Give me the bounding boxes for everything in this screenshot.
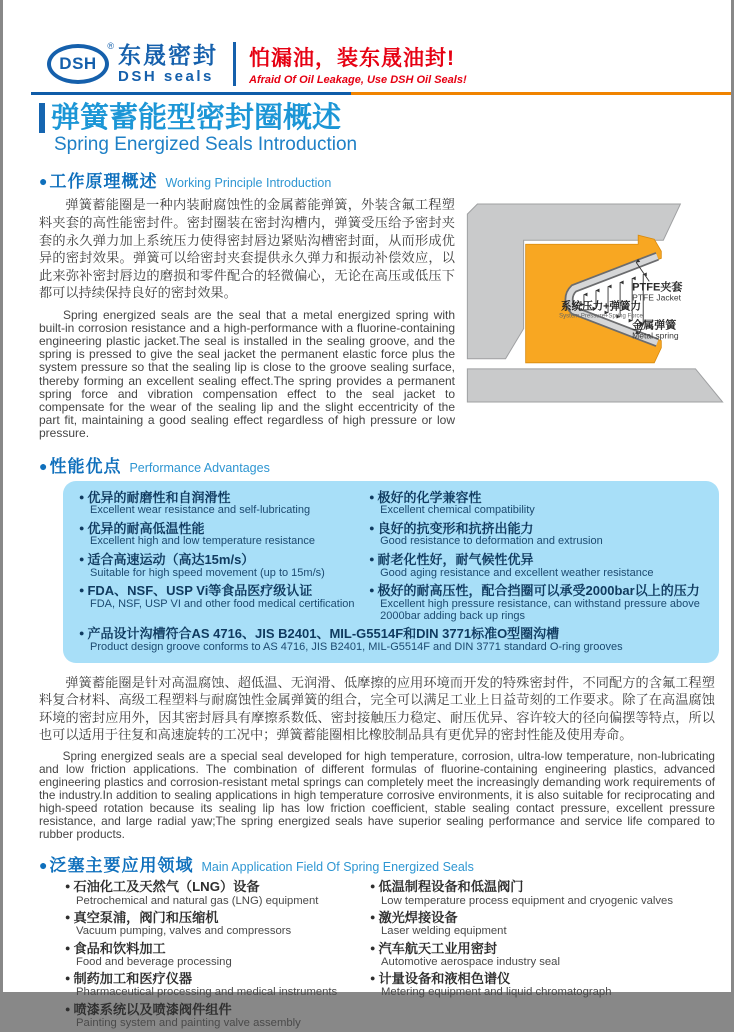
page-title-en: Spring Energized Seals Introduction [54, 134, 358, 156]
perf-item-en: Excellent chemical compatibility [380, 504, 535, 517]
application-cn: 汽车航天工业用密封 [378, 940, 498, 956]
bullet-icon: ● [369, 491, 375, 502]
bullet-icon: ● [65, 1003, 71, 1014]
logo-wordmark [118, 44, 218, 84]
bullet-icon: ● [370, 973, 376, 984]
closing-paragraph-en: Spring energized seals are a special seal developed for high temperature, corrosion, ultra-low temperature, non-lubricating and low friction applications. The combination of different formulas of fluorine-containing engineering plastics, advanced engineering plastics and corrosion-resistant metal springs can completely meet the increasingly demanding work requirements of the industry.In addition to sealing applications in high temperature corrosive environments, it is also suitable for reciprocating and high-speed rotation because its sealing lip has low friction coefficient, stable sealing contact pressure, excellent pressure resistance, and large radial yaw;The spring energized seals have superior sealing performance and service life compared to rubber products. [39, 748, 715, 841]
closing-paragraph-cn: 弹簧蓄能圈是针对高温腐蚀、超低温、无润滑、低摩擦的应用环境而开发的特殊密封件，不同配方的含氟工程塑料复合材料、高级工程塑料与耐腐蚀性金属弹簧的组合，完全可以满足工业上日益苛刻的工作要求。除了在高温腐蚀环境的密封应用外，因其密封唇具有摩擦系数低、密封接触压力稳定、耐压优异、容许较大的径向偏摆等特点，所以也可以适用于往复和高速旋转的工况中；弹簧蓄能圈相比橡胶制品具有更优异的密封性能及使用寿命。 [39, 674, 715, 743]
perf-item-en: Product design groove conforms to AS 4716, JIS B2401, MIL-G5514F and DIN 3771 standard O-ring grooves [90, 640, 623, 653]
application-item [370, 879, 721, 907]
label-spring-en: Metal spring [632, 331, 679, 342]
bullet-icon: ● [370, 881, 376, 892]
tagline [249, 42, 467, 86]
application-en: Metering equipment and liquid chromatograph [381, 986, 612, 999]
applications-right-column [370, 879, 721, 1032]
perf-item-en: Excellent high pressure resistance, can withstand pressure above 2000bar adding back up rings [380, 597, 700, 622]
application-en: Pharmaceutical processing and medical instruments [76, 986, 338, 999]
bullet-icon: ● [79, 554, 85, 565]
section-heading-en: Performance Advantages [129, 460, 270, 475]
section-heading-en: Main Application Field Of Spring Energized Seals [201, 860, 474, 875]
label-spring-cn: 金属弹簧 [632, 320, 677, 333]
bullet-icon: ● [79, 628, 85, 639]
application-cn: 计量设备和液相色谱仪 [378, 971, 511, 987]
bullet-icon: ● [39, 857, 48, 874]
perf-item [79, 521, 365, 548]
groove-hardware-bottom [467, 369, 722, 402]
application-en: Low temperature process equipment and cryogenic valves [381, 894, 673, 907]
perf-item-cn: 优异的耐磨性和自润滑性 [87, 489, 231, 505]
working-paragraph-en: Spring energized seals are the seal that a metal energized spring with built-in corrosion resistance and a high-performance with a fluorine-containing engineering plastic jacket.The seal is installed in the sealing groove, and the spring is pressed to give the seal jacket the permanent elastic force plus the system pressure so that the sealing lip is close to the groove sealing surface, thereby forming an excellent sealing effect.The spring provides a permanent spring force and vibration compensation effect to the seal jacket to compensate for the wear of the sealing lip and the slight eccentricity of the part fit, maintaining a good sealing effect regardless of high pressure or low pressure. [39, 307, 455, 441]
rule-blue-segment [31, 92, 351, 95]
bullet-icon: ● [39, 173, 48, 190]
application-en: Automotive aerospace industry seal [381, 955, 560, 968]
perf-item-cn: 良好的抗变形和抗挤出能力 [377, 520, 534, 536]
catalog-page [3, 0, 731, 1030]
perf-item-en: Good resistance to deformation and extrusion [380, 535, 603, 548]
page-title-cn: 弹簧蓄能型密封圈概述 [39, 103, 341, 133]
perf-item-cn: 耐老化性好，耐气候性优异 [377, 552, 534, 568]
application-en: Laser welding equipment [381, 925, 507, 938]
bullet-icon: ● [369, 522, 375, 533]
bullet-icon: ● [370, 912, 376, 923]
perf-item [369, 521, 705, 548]
performance-box [63, 481, 719, 663]
section-heading-cn: 工作原理概述 [49, 172, 158, 192]
perf-item-cn: 极好的耐高压性，配合挡圈可以承受2000bar以上的压力 [377, 583, 700, 599]
applications-left-column [65, 879, 364, 1032]
bullet-icon: ● [370, 942, 376, 953]
perf-item [369, 583, 705, 622]
header-divider [233, 42, 236, 86]
seal-cross-section-diagram [463, 196, 734, 402]
perf-item-en: Excellent wear resistance and self-lubricating [90, 504, 311, 517]
page-header [3, 0, 731, 88]
application-item [65, 910, 364, 938]
application-item [65, 971, 364, 999]
label-ptfe-en: PTFE Jacket [632, 292, 682, 303]
application-item [65, 941, 364, 969]
application-cn: 低温制程设备和低温阀门 [378, 879, 524, 895]
application-item [370, 971, 721, 999]
registered-mark: ® [107, 41, 114, 51]
bullet-icon: ● [79, 585, 85, 596]
perf-item-en: FDA, NSF, USP VI and other food medical certification [90, 597, 355, 610]
working-paragraph-cn: 弹簧蓄能圈是一种内装耐腐蚀性的金属蓄能弹簧，外装含氟工程塑料夹套的高性能密封件。密封圈装在密封沟槽内，弹簧受压给予密封夹套的永久弹力加上系统压力使得密封唇边紧贴沟槽密封面，从而形成优异的密封效果。弹簧可以给密封夹套提供永久弹力和振动补偿效应，以此来弥补密封唇边的磨损和零件配合的轻微偏心，无论在高压或低压下都可以持续保持良好的密封效果。 [39, 197, 455, 301]
perf-item-en: Suitable for high speed movement (up to 15m/s) [90, 566, 325, 579]
logo-name-cn: 东晟密封 [118, 42, 218, 68]
application-item [65, 879, 364, 907]
bullet-icon: ● [65, 942, 71, 953]
perf-item [369, 552, 705, 579]
rule-orange-segment [351, 92, 731, 95]
label-ptfe-cn: PTFE夹套 [632, 281, 683, 294]
bullet-icon: ● [79, 522, 85, 533]
perf-item-full-width [79, 626, 705, 653]
application-item [370, 910, 721, 938]
section-heading-cn: 泛塞主要应用领域 [49, 856, 194, 876]
application-item [65, 1002, 364, 1030]
page-title [39, 103, 731, 156]
section-heading-performance [39, 452, 701, 477]
perf-item-cn: 优异的耐高低温性能 [87, 520, 205, 536]
bullet-icon: ● [65, 973, 71, 984]
tagline-en: Afraid Of Oil Leakage, Use DSH Oil Seals! [249, 74, 467, 86]
perf-item-cn: 适合高速运动（高达15m/s） [87, 552, 255, 568]
application-item [370, 941, 721, 969]
section-heading-working-principle [39, 167, 701, 192]
perf-item-cn: 产品设计沟槽符合AS 4716、JIS B2401、MIL-G5514F和DIN 3771标准O型圈沟槽 [87, 626, 560, 642]
perf-item-cn: 极好的化学兼容性 [377, 489, 482, 505]
application-cn: 石油化工及天然气（LNG）设备 [73, 879, 260, 895]
label-pressure-en: System Pressure+Spring Force [559, 314, 643, 321]
perf-item [79, 583, 365, 622]
perf-item [79, 552, 365, 579]
application-en: Painting system and painting valve assembly [76, 1017, 301, 1030]
label-pressure-cn: 系统压力+弹簧力 [561, 300, 642, 313]
section-heading-cn: 性能优点 [49, 456, 122, 476]
application-cn: 激光焊接设备 [378, 910, 458, 926]
working-principle-body [39, 196, 705, 440]
dsh-logo-icon [47, 41, 114, 84]
perf-item-en: Excellent high and low temperature resistance [90, 535, 316, 548]
bullet-icon: ● [369, 585, 375, 596]
bullet-icon: ● [65, 881, 71, 892]
bullet-icon: ● [39, 457, 48, 474]
application-en: Vacuum pumping, valves and compressors [76, 925, 292, 938]
section-heading-applications [39, 851, 701, 876]
application-cn: 真空泵浦，阀门和压缩机 [73, 910, 219, 926]
applications-grid [65, 879, 715, 1032]
header-rule [31, 92, 731, 95]
application-cn: 喷漆系统以及喷漆阀件组件 [73, 1001, 232, 1017]
application-en: Petrochemical and natural gas (LNG) equipment [76, 894, 319, 907]
bullet-icon: ● [65, 912, 71, 923]
working-principle-text [39, 196, 455, 440]
perf-item [79, 490, 365, 517]
section-heading-en: Working Principle Introduction [165, 176, 332, 191]
application-cn: 制药加工和医疗仪器 [73, 971, 193, 987]
perf-item-cn: FDA、NSF、USP Vi等食品医疗级认证 [87, 583, 313, 599]
bullet-icon: ● [79, 491, 85, 502]
application-cn: 食品和饮料加工 [73, 940, 166, 956]
tagline-cn: 怕漏油，装东晟油封! [249, 47, 455, 70]
logo-abbr: DSH [59, 54, 97, 73]
seal-diagram-container [463, 196, 734, 440]
application-en: Food and beverage processing [76, 955, 232, 968]
performance-grid [79, 490, 701, 654]
perf-item [369, 490, 705, 517]
logo-name-en: DSH seals [118, 68, 214, 85]
perf-item-en: Good aging resistance and excellent weather resistance [380, 566, 654, 579]
bullet-icon: ● [369, 554, 375, 565]
